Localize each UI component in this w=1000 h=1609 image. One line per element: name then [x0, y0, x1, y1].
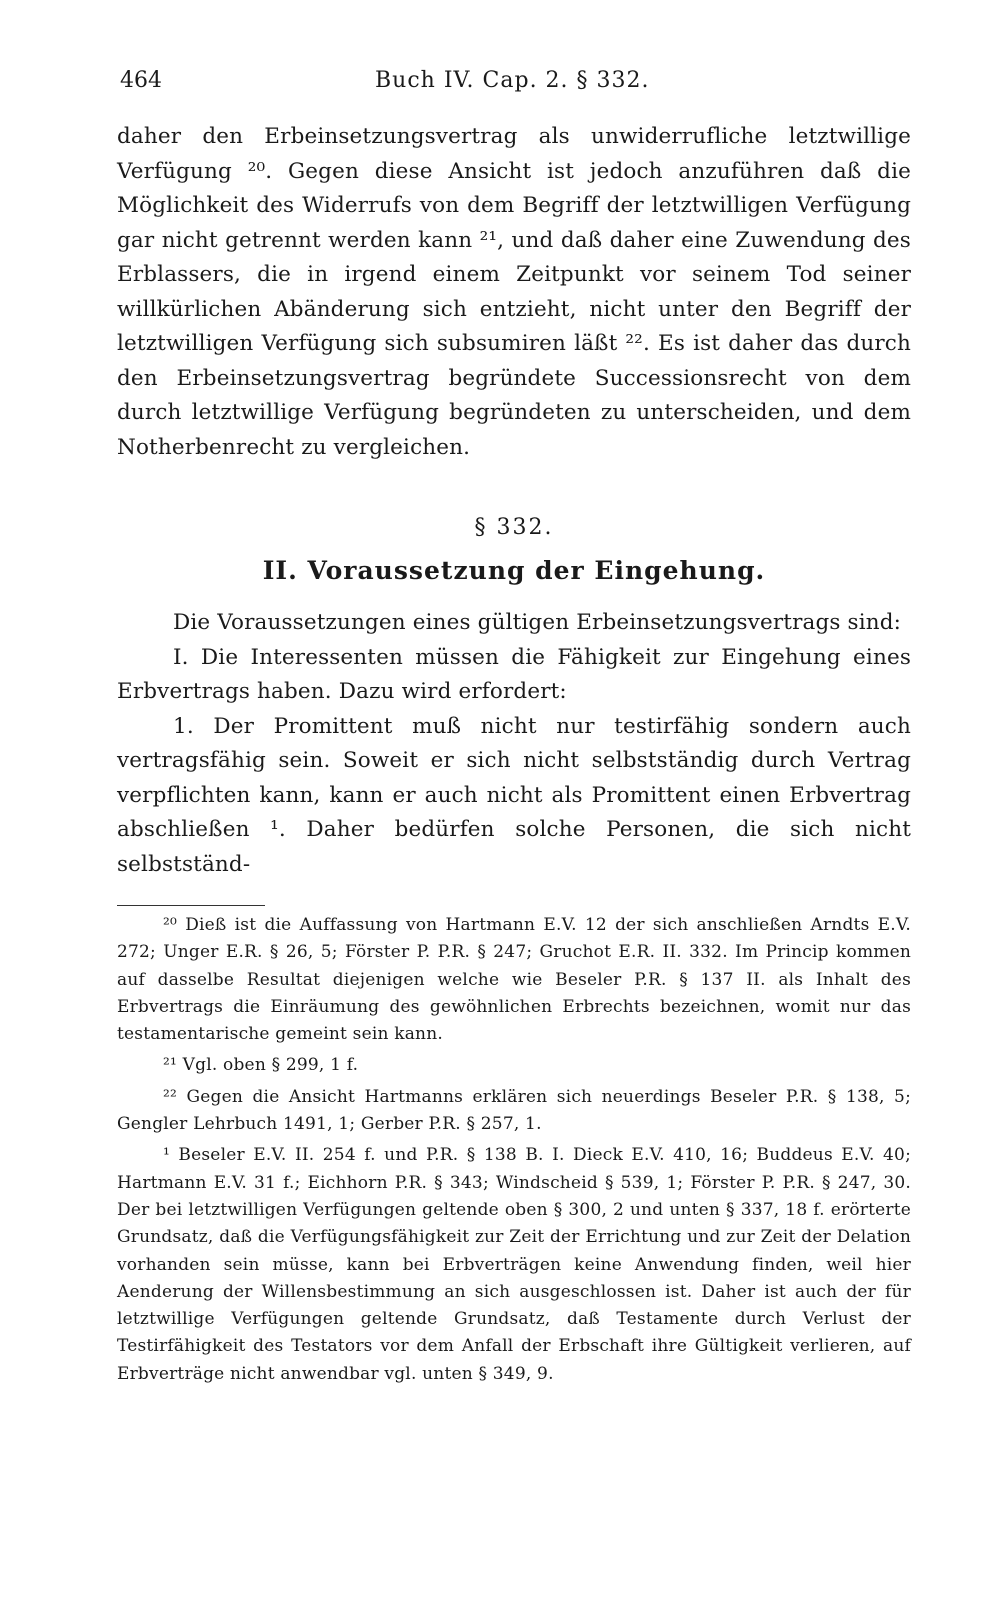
paragraph-continuation: daher den Erbeinsetzungsvertrag als unwiderrufliche letztwillige Verfügung ²⁰. Gegen diese Ansicht ist jedoch anzuführen daß die Möglichkeit des Widerrufs von dem Begriff der letztwilligen Verfügung gar nicht getrennt werden kann ²¹, und daß daher eine Zuwendung des Erblassers, die in irgend einem Zeitpunkt vor seinem Tod seiner willkürlichen Abänderung sich entzieht, nicht unter den Begriff der letztwilligen Verfügung sich subsumiren läßt ²². Es ist daher das durch den Erbeinsetzungsvertrag begründete Successionsrecht von dem durch letztwillige Verfügung begründeten zu unterscheiden, und dem Notherbenrecht zu vergleichen.: [117, 124, 911, 460]
footnote-1: ¹ Beseler E.V. II. 254 f. und P.R. § 138 B. I. Dieck E.V. 410, 16; Buddeus E.V. 40; Hartmann E.V. 31 f.; Eichhorn P.R. § 343; Windscheid § 539, 1; Förster P. P.R. § 247, 30. Der bei letztwilligen Verfügungen geltende oben § 300, 2 und unten § 337, 18 f. erörterte Grundsatz, daß die Verfügungsfähigkeit zur Zeit der Errichtung und zur Zeit der Delation vorhanden sein müsse, kann bei Erbverträgen keine Anwendung finden, weil hier Aenderung der Willensbestimmung an sich ausgeschlossen ist. Daher ist auch der für letztwillige Verfügungen geltende Grundsatz, daß Testamente durch Verlust der Testirfähigkeit des Testators vor dem Anfall der Erbschaft ihre Gültigkeit verlieren, auf Erbverträge nicht anwendbar vgl. unten § 349, 9.: [117, 1145, 911, 1384]
section-number: § 332.: [474, 515, 554, 540]
footnote-21: ²¹ Vgl. oben § 299, 1 f.: [163, 1055, 359, 1076]
page-header: [120, 68, 910, 102]
paragraph-intro: Die Voraussetzungen eines gültigen Erbeinsetzungsvertrags sind:: [173, 610, 902, 635]
footnotes: [117, 912, 911, 1392]
page-number: 464: [120, 68, 162, 93]
paragraph-point-1: I. Die Interessenten müssen die Fähigkeit zur Eingehung eines Erbvertrags haben. Dazu wird erfordert:: [117, 644, 911, 704]
main-text: [117, 120, 911, 882]
footnote-divider: [117, 905, 265, 907]
section-title: II. Voraussetzung der Eingehung.: [262, 555, 766, 585]
paragraph-subpoint-1: 1. Der Promittent muß nicht nur testirfähig sondern auch vertragsfähig sein. Soweit er sich nicht selbstständig durch Vertrag verpflichten kann, kann er auch nicht als Promittent einen Erbvertrag abschließen ¹. Daher bedürfen solche Personen, die sich nicht selbstständ-: [117, 713, 911, 877]
footnote-20: ²⁰ Dieß ist die Auffassung von Hartmann E.V. 12 der sich anschließen Arndts E.V. 272; Unger E.R. § 26, 5; Förster P. P.R. § 247; Gruchot E.R. II. 332. Im Princip kommen auf dasselbe Resultat diejenigen welche wie Beseler P.R. § 137 II. als Inhalt des Erbvertrags die Einräumung des gewöhnlichen Erbrechts bezeichnen, womit nur das testamentarische gemeint sein kann.: [117, 915, 911, 1045]
running-head: Buch IV. Cap. 2. § 332.: [375, 68, 650, 93]
footnote-22: ²² Gegen die Ansicht Hartmanns erklären sich neuerdings Beseler P.R. § 138, 5; Gengler Lehrbuch 1491, 1; Gerber P.R. § 257, 1.: [117, 1086, 911, 1135]
